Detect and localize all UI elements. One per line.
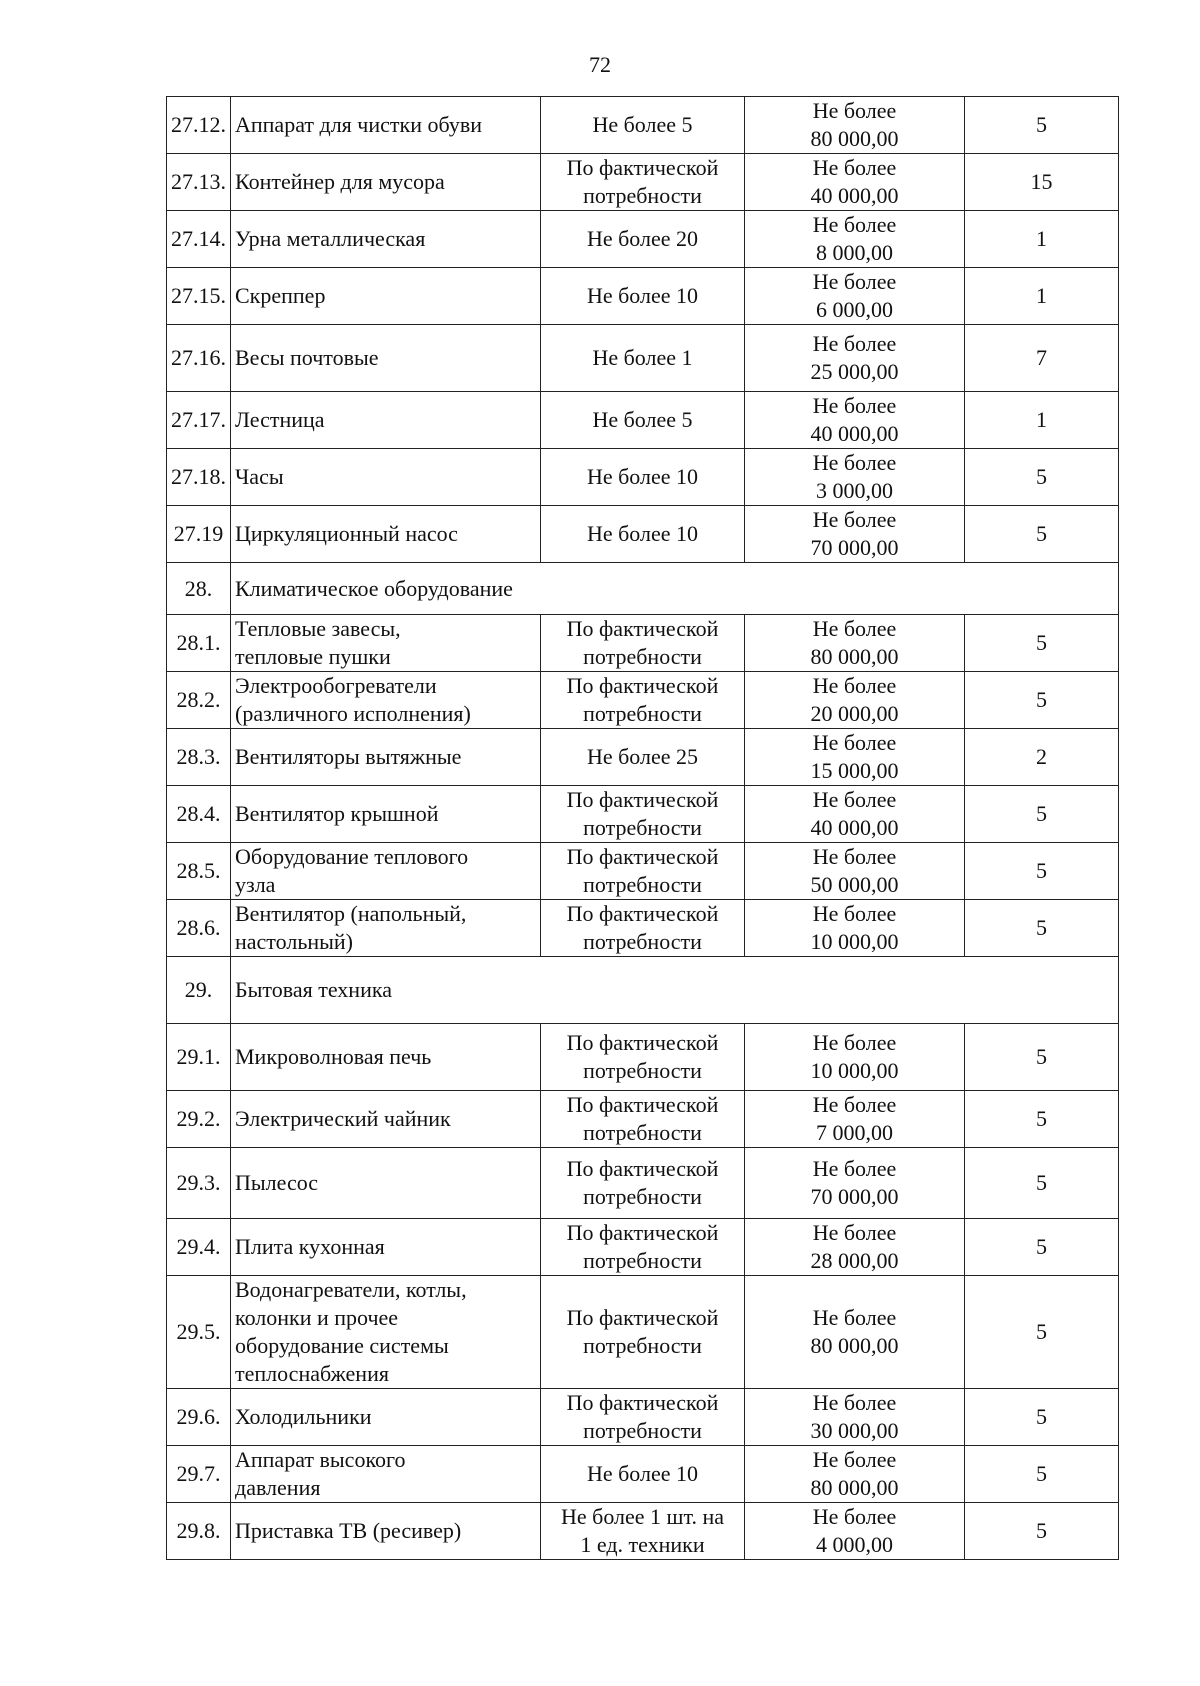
row-number: 29.7. bbox=[167, 1446, 231, 1503]
row-number: 29.1. bbox=[167, 1024, 231, 1091]
item-price: Не более 50 000,00 bbox=[745, 843, 965, 900]
item-term: 5 bbox=[965, 1446, 1119, 1503]
item-name: Вентиляторы вытяжные bbox=[231, 729, 541, 786]
item-name: Электрический чайник bbox=[231, 1091, 541, 1148]
item-term: 15 bbox=[965, 154, 1119, 211]
item-quantity: Не более 10 bbox=[541, 506, 745, 563]
table-row bbox=[167, 1091, 1119, 1148]
row-number: 29.3. bbox=[167, 1148, 231, 1219]
item-name: Тепловые завесы, тепловые пушки bbox=[231, 615, 541, 672]
table-row bbox=[167, 1024, 1119, 1091]
item-price: Не более 25 000,00 bbox=[745, 325, 965, 392]
item-term: 5 bbox=[965, 786, 1119, 843]
item-term: 2 bbox=[965, 729, 1119, 786]
row-number: 28.5. bbox=[167, 843, 231, 900]
item-term: 5 bbox=[965, 1503, 1119, 1560]
item-quantity: Не более 20 bbox=[541, 211, 745, 268]
item-price: Не более 7 000,00 bbox=[745, 1091, 965, 1148]
row-number: 27.16. bbox=[167, 325, 231, 392]
row-number: 28.1. bbox=[167, 615, 231, 672]
row-number: 29.6. bbox=[167, 1389, 231, 1446]
table-row bbox=[167, 97, 1119, 154]
table-row bbox=[167, 392, 1119, 449]
item-quantity: По фактической потребности bbox=[541, 1148, 745, 1219]
item-term: 1 bbox=[965, 211, 1119, 268]
item-name: Весы почтовые bbox=[231, 325, 541, 392]
item-name: Пылесос bbox=[231, 1148, 541, 1219]
table-row bbox=[167, 449, 1119, 506]
item-quantity: Не более 5 bbox=[541, 392, 745, 449]
item-quantity: Не более 25 bbox=[541, 729, 745, 786]
section-title: Бытовая техника bbox=[231, 957, 1119, 1024]
item-term: 5 bbox=[965, 1219, 1119, 1276]
item-price: Не более 70 000,00 bbox=[745, 506, 965, 563]
item-name: Циркуляционный насос bbox=[231, 506, 541, 563]
row-number: 28.6. bbox=[167, 900, 231, 957]
table-row bbox=[167, 1148, 1119, 1219]
item-quantity: По фактической потребности bbox=[541, 1219, 745, 1276]
item-price: Не более 80 000,00 bbox=[745, 1276, 965, 1389]
equipment-table bbox=[166, 96, 1119, 1560]
item-name: Электрообогреватели (различного исполнения) bbox=[231, 672, 541, 729]
item-term: 5 bbox=[965, 1389, 1119, 1446]
item-price: Не более 4 000,00 bbox=[745, 1503, 965, 1560]
item-quantity: Не более 10 bbox=[541, 449, 745, 506]
table-row bbox=[167, 615, 1119, 672]
item-name: Холодильники bbox=[231, 1389, 541, 1446]
section-row bbox=[167, 957, 1119, 1024]
item-quantity: По фактической потребности bbox=[541, 154, 745, 211]
item-name: Аппарат высокого давления bbox=[231, 1446, 541, 1503]
item-term: 5 bbox=[965, 1024, 1119, 1091]
item-term: 5 bbox=[965, 506, 1119, 563]
section-title: Климатическое оборудование bbox=[231, 563, 1119, 615]
row-number: 28. bbox=[167, 563, 231, 615]
row-number: 29.8. bbox=[167, 1503, 231, 1560]
item-quantity: По фактической потребности bbox=[541, 1091, 745, 1148]
table-row bbox=[167, 1276, 1119, 1389]
item-name: Вентилятор крышной bbox=[231, 786, 541, 843]
item-term: 5 bbox=[965, 1148, 1119, 1219]
item-quantity: По фактической потребности bbox=[541, 1276, 745, 1389]
row-number: 27.12. bbox=[167, 97, 231, 154]
table-row bbox=[167, 1219, 1119, 1276]
item-price: Не более 80 000,00 bbox=[745, 615, 965, 672]
item-name: Аппарат для чистки обуви bbox=[231, 97, 541, 154]
row-number: 27.15. bbox=[167, 268, 231, 325]
item-quantity: По фактической потребности bbox=[541, 900, 745, 957]
item-price: Не более 15 000,00 bbox=[745, 729, 965, 786]
row-number: 27.17. bbox=[167, 392, 231, 449]
table-row bbox=[167, 154, 1119, 211]
item-price: Не более 70 000,00 bbox=[745, 1148, 965, 1219]
table-row bbox=[167, 672, 1119, 729]
row-number: 27.19 bbox=[167, 506, 231, 563]
item-name: Микроволновая печь bbox=[231, 1024, 541, 1091]
table-row bbox=[167, 900, 1119, 957]
item-quantity: По фактической потребности bbox=[541, 672, 745, 729]
item-price: Не более 80 000,00 bbox=[745, 1446, 965, 1503]
row-number: 28.3. bbox=[167, 729, 231, 786]
item-name: Контейнер для мусора bbox=[231, 154, 541, 211]
row-number: 27.18. bbox=[167, 449, 231, 506]
item-name: Лестница bbox=[231, 392, 541, 449]
item-quantity: Не более 1 bbox=[541, 325, 745, 392]
row-number: 29. bbox=[167, 957, 231, 1024]
item-quantity: Не более 1 шт. на 1 ед. техники bbox=[541, 1503, 745, 1560]
item-quantity: Не более 10 bbox=[541, 1446, 745, 1503]
table-row bbox=[167, 268, 1119, 325]
item-term: 5 bbox=[965, 449, 1119, 506]
item-price: Не более 3 000,00 bbox=[745, 449, 965, 506]
item-name: Урна металлическая bbox=[231, 211, 541, 268]
row-number: 29.2. bbox=[167, 1091, 231, 1148]
item-term: 5 bbox=[965, 1276, 1119, 1389]
item-price: Не более 10 000,00 bbox=[745, 1024, 965, 1091]
item-price: Не более 20 000,00 bbox=[745, 672, 965, 729]
item-price: Не более 10 000,00 bbox=[745, 900, 965, 957]
item-term: 5 bbox=[965, 615, 1119, 672]
item-quantity: По фактической потребности bbox=[541, 615, 745, 672]
item-quantity: Не более 5 bbox=[541, 97, 745, 154]
table-row bbox=[167, 1503, 1119, 1560]
table-row bbox=[167, 211, 1119, 268]
item-price: Не более 40 000,00 bbox=[745, 154, 965, 211]
item-name: Плита кухонная bbox=[231, 1219, 541, 1276]
item-term: 5 bbox=[965, 672, 1119, 729]
item-quantity: Не более 10 bbox=[541, 268, 745, 325]
section-row bbox=[167, 563, 1119, 615]
row-number: 29.4. bbox=[167, 1219, 231, 1276]
item-quantity: По фактической потребности bbox=[541, 843, 745, 900]
page-number: 72 bbox=[589, 52, 611, 77]
row-number: 27.14. bbox=[167, 211, 231, 268]
item-term: 1 bbox=[965, 392, 1119, 449]
item-price: Не более 28 000,00 bbox=[745, 1219, 965, 1276]
item-term: 5 bbox=[965, 1091, 1119, 1148]
item-term: 5 bbox=[965, 843, 1119, 900]
item-price: Не более 30 000,00 bbox=[745, 1389, 965, 1446]
item-term: 7 bbox=[965, 325, 1119, 392]
item-name: Приставка ТВ (ресивер) bbox=[231, 1503, 541, 1560]
item-name: Вентилятор (напольный, настольный) bbox=[231, 900, 541, 957]
item-quantity: По фактической потребности bbox=[541, 1389, 745, 1446]
item-name: Часы bbox=[231, 449, 541, 506]
item-name: Оборудование теплового узла bbox=[231, 843, 541, 900]
item-price: Не более 80 000,00 bbox=[745, 97, 965, 154]
item-price: Не более 6 000,00 bbox=[745, 268, 965, 325]
table-row bbox=[167, 843, 1119, 900]
table-body bbox=[167, 97, 1119, 1560]
item-quantity: По фактической потребности bbox=[541, 786, 745, 843]
item-name: Водонагреватели, котлы, колонки и прочее оборудование системы теплоснабжения bbox=[231, 1276, 541, 1389]
table-row bbox=[167, 786, 1119, 843]
row-number: 28.2. bbox=[167, 672, 231, 729]
item-price: Не более 40 000,00 bbox=[745, 786, 965, 843]
item-name: Скреппер bbox=[231, 268, 541, 325]
table-row bbox=[167, 506, 1119, 563]
item-term: 1 bbox=[965, 268, 1119, 325]
item-term: 5 bbox=[965, 97, 1119, 154]
item-term: 5 bbox=[965, 900, 1119, 957]
table-row bbox=[167, 1389, 1119, 1446]
item-price: Не более 8 000,00 bbox=[745, 211, 965, 268]
item-price: Не более 40 000,00 bbox=[745, 392, 965, 449]
row-number: 29.5. bbox=[167, 1276, 231, 1389]
item-quantity: По фактической потребности bbox=[541, 1024, 745, 1091]
row-number: 27.13. bbox=[167, 154, 231, 211]
table-row bbox=[167, 729, 1119, 786]
row-number: 28.4. bbox=[167, 786, 231, 843]
table-row bbox=[167, 1446, 1119, 1503]
table-row bbox=[167, 325, 1119, 392]
